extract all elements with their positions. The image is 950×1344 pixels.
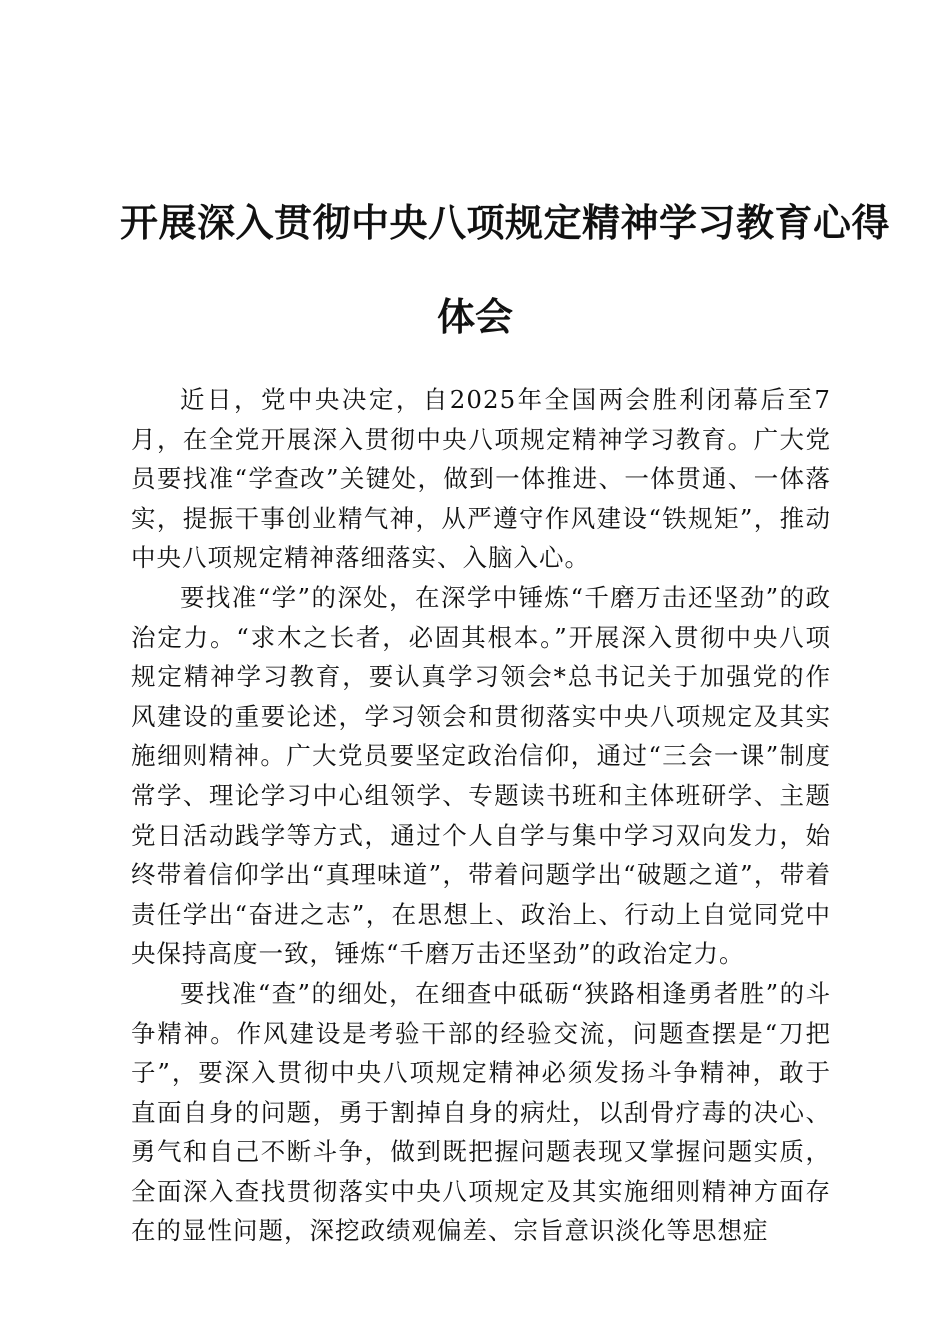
document-title-line-2: 体会 [436, 294, 513, 339]
paragraph-3: 要找准“查”的细处，在细查中砥砺“狭路相逢勇者胜”的斗争精神。作风建设是考验干部的经验交流，问题查摆是“刀把子”，要深入贯彻中央八项规定精神必须发扬斗争精神，敢于直面自身的问题，勇于割掉自身的病灶，以刮骨疗毒的决心、勇气和自己不断斗争，做到既把握问题表现又掌握问题实质，全面深入查找贯彻落实中央八项规定及其实施细则精神方面存在的显性问题，深挖政绩观偏差、宗旨意识淡化等思想症 [131, 978, 831, 1246]
document-body [131, 380, 831, 1251]
paragraph-2: 要找准“学”的深处，在深学中锤炼“千磨万击还坚劲”的政治定力。“求木之长者，必固其根本。”开展深入贯彻中央八项规定精神学习教育，要认真学习领会*总书记关于加强党的作风建设的重要论述，学习领会和贯彻落实中央八项规定及其实施细则精神。广大党员要坚定政治信仰，通过“三会一课”制度常学、理论学习中心组领学、专题读书班和主体班研学、主题党日活动践学等方式，通过个人自学与集中学习双向发力，始终带着信仰学出“真理味道”，带着问题学出“破题之道”，带着责任学出“奋进之志”，在思想上、政治上、行动上自觉同党中央保持高度一致，锤炼“千磨万击还坚劲”的政治定力。 [131, 582, 831, 969]
paragraph-1: 近日，党中央决定，自2025年全国两会胜利闭幕后至7月，在全党开展深入贯彻中央八项规定精神学习教育。广大党员要找准“学查改”关键处，做到一体推进、一体贯通、一体落实，提振干事创业精气神，从严遵守作风建设“铁规矩”，推动中央八项规定精神落细落实、入脑入心。 [131, 385, 831, 573]
document-title-line-1: 开展深入贯彻中央八项规定精神学习教育心得 [120, 200, 891, 245]
